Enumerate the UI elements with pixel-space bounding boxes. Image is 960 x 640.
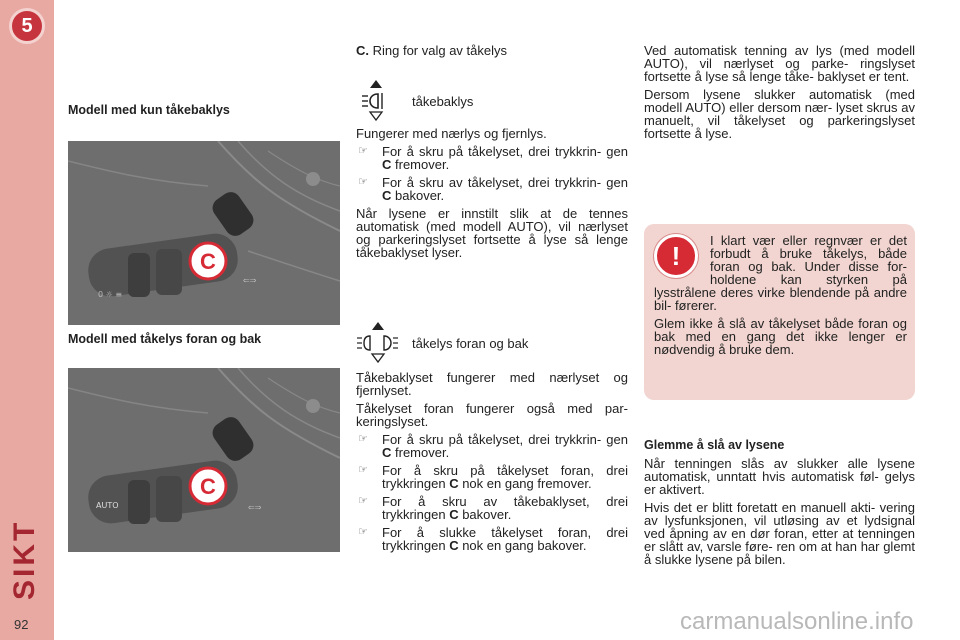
bullet-front-on: ☞ For å skru på tåkelyset foran, drei trykkringen C nok en gang fremover.: [358, 463, 628, 491]
rear-fog-label: tåkebaklys: [412, 93, 474, 109]
auto-label: AUTO: [96, 501, 119, 510]
bullet-off: ☞ For å skru av tåkelyset, drei trykkrin- gen C bakover.: [358, 175, 628, 203]
ring-label: C.: [356, 43, 369, 58]
paragraph-lights-off: Dersom lysene slukker automatisk (med modell AUTO) eller dersom nær- lyset skrus av manuelt, vil tåkelyset og parkeringslyset fortsette å lyse.: [644, 87, 915, 141]
paragraph-auto-lighting: Ved automatisk tenning av lys (med modell AUTO), vil nærlyset og parke- ringslyset fortsette å lyse så lenge tåke- baklyset er tent.: [644, 43, 915, 84]
bullet-on-2: ☞ For å skru på tåkelyset, drei trykkrin- gen C fremover.: [358, 432, 628, 460]
middle-column: [356, 44, 628, 557]
right-column-top: [644, 44, 915, 145]
forget-paragraph-2: Hvis det er blitt foretatt en manuell akti- vering av lysfunksjonen, vil utløsing av et lydsignal ved åpning av en dør foran, etter at tenningen er slått av, varsle føre- ren om at han har glemt å slukke lysene på bilen.: [644, 500, 915, 567]
chapter-badge: 5: [9, 8, 45, 44]
bullet-arrow-icon: ☞: [358, 495, 368, 507]
callout-c: C: [200, 249, 216, 274]
bullet-arrow-icon: ☞: [358, 145, 368, 157]
warning-paragraph-1: I klart vær eller regnvær er det forbudt å bruke tåkelys, både foran og bak. Under disse for- holdene kan styrken på lysstrålene deres virke blendende på andre bil- førerer.: [654, 233, 907, 313]
heading-fog-front-rear: Modell med tåkelys foran og bak: [68, 332, 262, 346]
bullet-arrow-icon: ☞: [358, 526, 368, 538]
right-column-bottom: [644, 439, 915, 571]
bullet-front-off: ☞ For å slukke tåkelyset foran, drei trykkringen C nok en gang bakover.: [358, 525, 628, 553]
ring-text: Ring for valg av tåkelys: [369, 43, 508, 58]
warning-paragraph-2: Glem ikke å slå av tåkelyset både foran og bak med en gang det ikke lenger er nødvendig å bruke dem.: [654, 316, 907, 357]
chapter-sidebar: [0, 0, 54, 640]
rear-fog-icon: [356, 78, 412, 124]
works-with: Fungerer med nærlys og fjernlys.: [356, 126, 547, 141]
bullet-arrow-icon: ☞: [358, 464, 368, 476]
paragraph-auto: Når lysene er innstilt slik at de tennes automatisk (med modell AUTO), vil nærlyset og parkeringslyset fortsette å lyse så lenge tåkebaklyset lyser.: [356, 206, 628, 260]
bullet-arrow-icon: ☞: [358, 433, 368, 445]
heading-fog-only: Modell med kun tåkebaklys: [68, 103, 230, 117]
forget-paragraph-1: Når tenningen slås av slukker alle lysene automatisk, unntatt hvis automatisk føl- gelys er aktivert.: [644, 456, 915, 497]
stalk-illustration-svg-2: [68, 368, 340, 552]
rear-fog-row: [356, 79, 628, 123]
watermark: carmanualsonline.info: [680, 608, 914, 635]
svg-text:⇐⇒: ⇐⇒: [248, 503, 262, 512]
paragraph-front-fog-works: Tåkelyset foran fungerer også med par- keringslyset.: [356, 401, 628, 429]
stalk-illustration-svg: [68, 141, 340, 325]
callout-c-2: C: [200, 474, 216, 499]
front-rear-fog-icon: [356, 320, 412, 366]
page-number: 92: [14, 617, 29, 632]
section-title: SIKT: [8, 519, 41, 600]
warning-box: [644, 224, 915, 400]
forget-heading: Glemme å slå av lysene: [644, 438, 785, 452]
stalk-illustration-fog-front-rear: [68, 368, 340, 552]
warning-icon: !: [654, 234, 698, 278]
bullet-rear-off: ☞ For å skru av tåkebaklyset, drei trykkringen C bakover.: [358, 494, 628, 522]
bullet-on: ☞ For å skru på tåkelyset, drei trykkrin- gen C fremover.: [358, 144, 628, 172]
front-rear-fog-row: [356, 321, 628, 365]
paragraph-rear-fog-works: Tåkebaklyset fungerer med nærlyset og fjernlyset.: [356, 370, 628, 398]
front-rear-fog-label: tåkelys foran og bak: [412, 335, 529, 351]
bullet-arrow-icon: ☞: [358, 176, 368, 188]
svg-text:⇐⇒: ⇐⇒: [243, 276, 257, 285]
svg-text:0 ☼ ≡: 0 ☼ ≡: [98, 290, 123, 299]
stalk-illustration-fog-only: [68, 141, 340, 325]
